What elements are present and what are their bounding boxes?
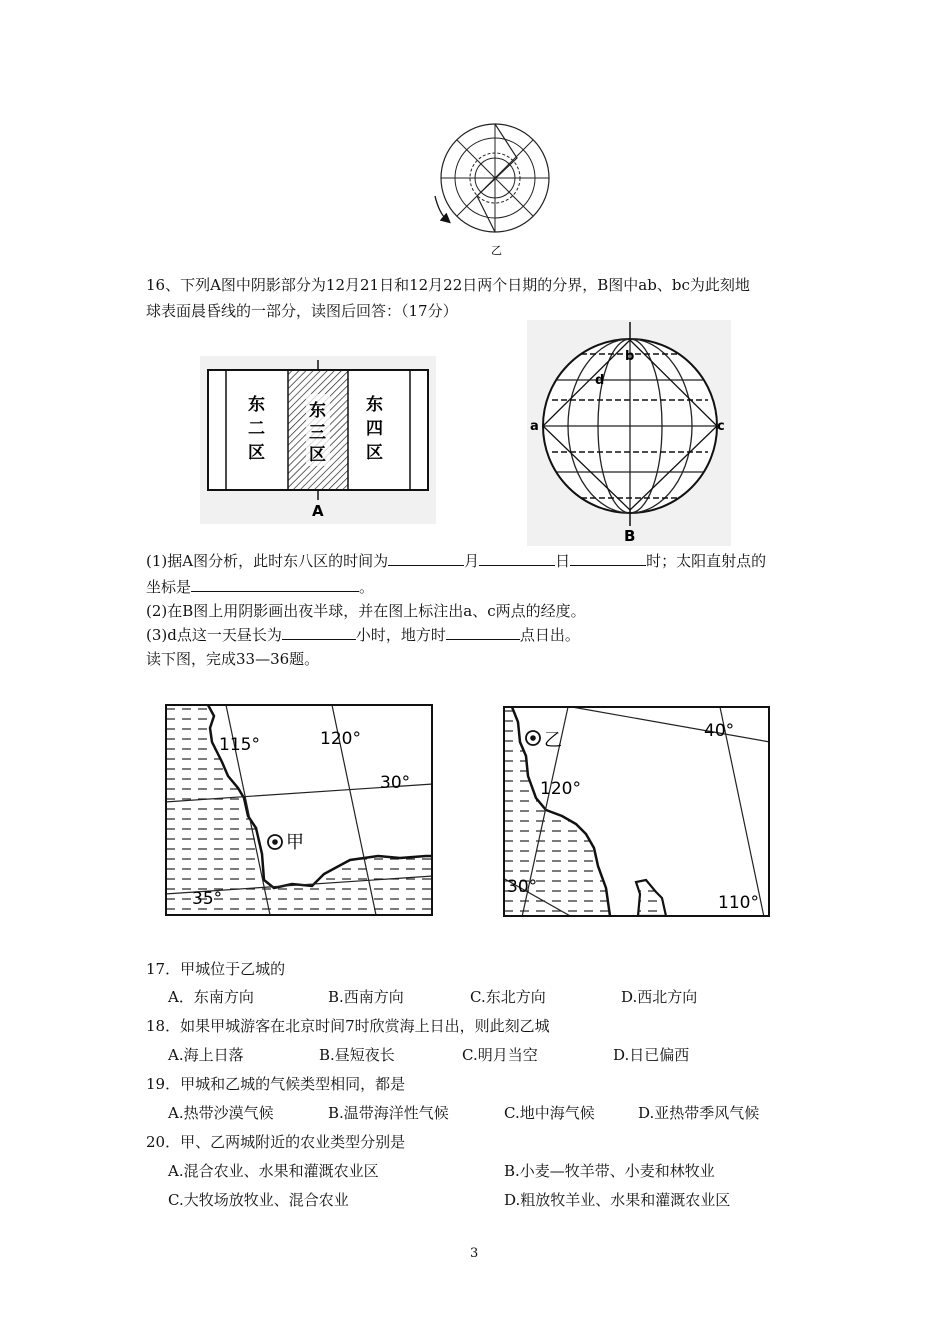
- map1-lon-115: 115°: [219, 735, 260, 755]
- blank-day-length[interactable]: [282, 625, 356, 640]
- figure-a-time-zones: [200, 356, 436, 524]
- q20-stem: 20．甲、乙两城附近的农业类型分别是: [146, 1133, 406, 1151]
- city-yi: 乙: [544, 730, 562, 751]
- zone-mid-1: 东: [309, 401, 326, 421]
- zone-mid-3: 区: [309, 445, 326, 465]
- q19-option-c[interactable]: C.地中海气候: [504, 1104, 595, 1122]
- q16-month-label: 月: [464, 552, 480, 570]
- zone-left-2: 二: [248, 419, 265, 439]
- map2-lat-40: 40°: [704, 721, 735, 741]
- q18-stem: 18．如果甲城游客在北京时间7时欣赏海上日出，则此刻乙城: [146, 1017, 550, 1035]
- q17-option-a[interactable]: A．东南方向: [168, 988, 254, 1006]
- blank-day[interactable]: [479, 551, 555, 566]
- q20-option-d[interactable]: D.粗放牧羊业、水果和灌溉农业区: [504, 1191, 731, 1209]
- q16-title-cont: 球表面晨昏线的一部分，读图后回答：（17分）: [146, 302, 458, 320]
- q16-part1-text: (1)据A图分析，此时东八区的时间为: [146, 552, 389, 570]
- zone-right-2: 四: [366, 419, 383, 439]
- q19-stem: 19．甲城和乙城的气候类型相同，都是: [146, 1075, 406, 1093]
- map1-lat-35: 35°: [192, 889, 223, 909]
- map2-lon-110: 110°: [718, 893, 759, 913]
- map1-lon-120: 120°: [320, 729, 361, 749]
- polar-label: 乙: [491, 244, 502, 257]
- map-jia: [164, 704, 434, 916]
- q16-day-label: 日: [555, 552, 571, 570]
- q18-option-b[interactable]: B.昼短夜长: [319, 1046, 395, 1064]
- q19-option-a[interactable]: A.热带沙漠气候: [168, 1104, 274, 1122]
- figure-a-caption: A: [312, 502, 324, 520]
- point-c-label: c: [717, 419, 725, 434]
- q16-part1: [146, 550, 766, 572]
- map1-lat-30: 30°: [380, 773, 411, 793]
- q17-stem: 17．甲城位于乙城的: [146, 960, 286, 978]
- q16-title: 16、下列A图中阴影部分为12月21日和12月22日两个日期的分界，B图中ab、bc为此刻地: [146, 276, 750, 294]
- q16-hour-label: 时；太阳直射点的: [646, 552, 767, 570]
- city-jia: 甲: [286, 832, 304, 853]
- q16-coord-end: 。: [359, 578, 375, 596]
- q20-option-c[interactable]: C.大牧场放牧业、混合农业: [168, 1191, 349, 1209]
- read-prompt: 读下图，完成33—36题。: [146, 650, 320, 668]
- q18-option-d[interactable]: D.日已偏西: [613, 1046, 690, 1064]
- q16-part3-text: (3)d点这一天昼长为: [146, 626, 282, 644]
- point-d-label: d: [595, 373, 605, 388]
- q16-part1-coordinates: [146, 576, 374, 598]
- zone-left-3: 区: [248, 443, 265, 463]
- q19-option-b[interactable]: B.温带海洋性气候: [328, 1104, 449, 1122]
- figure-b-globe: [527, 320, 731, 546]
- q18-option-c[interactable]: C.明月当空: [462, 1046, 538, 1064]
- zone-right-3: 区: [366, 443, 383, 463]
- q17-option-d[interactable]: D.西北方向: [621, 988, 698, 1006]
- map2-lat-30: 30°: [507, 877, 538, 897]
- zone-mid-2: 三: [309, 423, 326, 443]
- q16-part3-end: 点日出。: [519, 626, 580, 644]
- q17-option-b[interactable]: B.西南方向: [328, 988, 404, 1006]
- point-b-label: b: [625, 349, 635, 364]
- zone-left-1: 东: [248, 395, 265, 415]
- q16-part2: (2)在B图上用阴影画出夜半球，并在图上标注出a、c两点的经度。: [146, 602, 586, 620]
- q17-option-c[interactable]: C.东北方向: [470, 988, 546, 1006]
- zone-right-1: 东: [366, 395, 383, 415]
- q18-option-a[interactable]: A.海上日落: [168, 1046, 244, 1064]
- figure-b-caption: B: [624, 527, 636, 545]
- q20-option-b[interactable]: B.小麦—牧羊带、小麦和林牧业: [504, 1162, 715, 1180]
- map2-lon-120: 120°: [540, 779, 581, 799]
- q20-option-a[interactable]: A.混合农业、水果和灌溉农业区: [168, 1162, 379, 1180]
- map-yi: [502, 706, 771, 917]
- q16-coord-text: 坐标是: [146, 578, 192, 596]
- blank-hour[interactable]: [570, 551, 646, 566]
- q19-option-d[interactable]: D.亚热带季风气候: [638, 1104, 760, 1122]
- blank-coordinates[interactable]: [191, 577, 359, 592]
- q16-part3-mid: 小时，地方时: [355, 626, 446, 644]
- blank-month[interactable]: [388, 551, 464, 566]
- page-number: 3: [470, 1246, 479, 1261]
- q16-part3: [146, 624, 580, 646]
- polar-diagram: [425, 118, 565, 258]
- blank-sunrise[interactable]: [446, 625, 520, 640]
- point-a-label: a: [530, 419, 539, 434]
